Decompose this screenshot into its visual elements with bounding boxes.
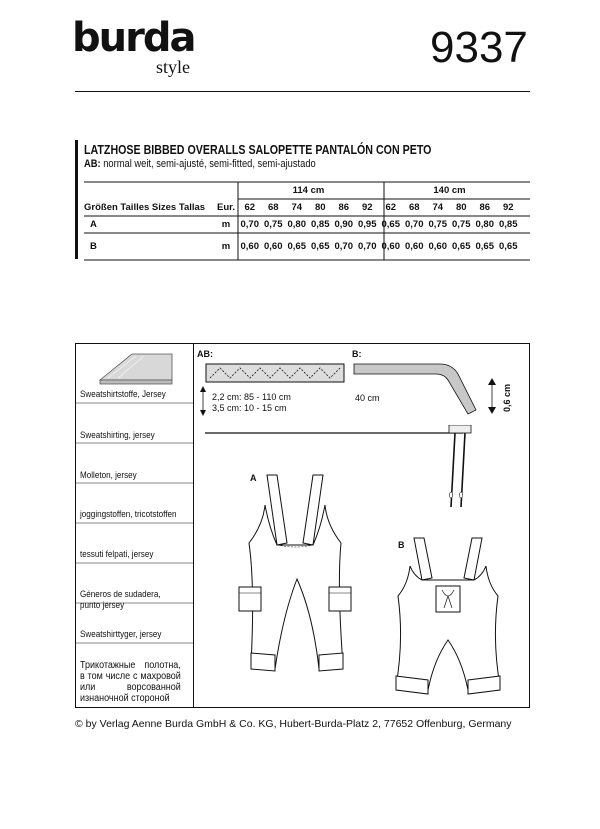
ribbon-icon	[352, 360, 482, 420]
fabric-separators	[75, 343, 195, 708]
yardage-cell: 0,65	[381, 219, 400, 230]
yardage-cell: 0,65	[499, 241, 518, 252]
yardage-cell: 0,90	[334, 219, 353, 230]
notions-ab-label: AB:	[197, 349, 213, 359]
size-cell: 86	[338, 202, 350, 213]
size-cell: 80	[314, 202, 326, 213]
width-header-140: 140 cm	[433, 185, 466, 196]
yardage-cell: 0,95	[358, 219, 377, 230]
row-unit: m	[221, 219, 231, 230]
yardage-cell: 0,80	[287, 219, 306, 230]
yardage-cell: 0,65	[311, 241, 330, 252]
fabric-item: Sweatshirting, jersey	[80, 430, 155, 440]
yardage-cell: 0,65	[287, 241, 306, 252]
elastic-length-1: 2,2 cm: 85 - 110 cm	[212, 392, 291, 402]
size-cell: 62	[244, 202, 256, 213]
yardage-cell: 0,85	[499, 219, 518, 230]
size-cell: 68	[267, 202, 279, 213]
fabric-item: joggingstoffen, tricotstoffen	[80, 509, 177, 519]
size-cell: 86	[479, 202, 491, 213]
size-cell: 74	[291, 202, 303, 213]
pattern-number: 9337	[430, 23, 528, 72]
row-unit: m	[221, 241, 231, 252]
yardage-cell: 0,60	[240, 241, 259, 252]
size-cell: 80	[455, 202, 467, 213]
fabric-item: Molleton, jersey	[80, 470, 137, 480]
yardage-cell: 0,70	[358, 241, 377, 252]
size-cell: 68	[408, 202, 420, 213]
unit-eur: Eur.	[217, 202, 235, 213]
brand-logo-sub: style	[156, 57, 190, 77]
elastic-band-icon	[205, 362, 345, 384]
yardage-cell: 0,75	[264, 219, 283, 230]
row-label-a: A	[90, 219, 97, 230]
elastic-length-2: 3,5 cm: 10 - 15 cm	[212, 403, 287, 413]
yardage-cell: 0,65	[452, 241, 471, 252]
view-a-drawing	[225, 465, 385, 695]
yardage-cell: 0,75	[452, 219, 471, 230]
ribbon-width-arrow	[486, 378, 498, 414]
brand-logo: burda	[72, 15, 195, 61]
fit-description-text: normal weit, semi-ajusté, semi-fitted, semi-ajustado	[100, 158, 316, 170]
yardage-cell: 0,85	[311, 219, 330, 230]
notions-b-label: B:	[352, 349, 362, 359]
copyright: © by Verlag Aenne Burda GmbH & Co. KG, Hubert-Burda-Platz 2, 77652 Offenburg, Germany	[75, 718, 512, 730]
view-b-drawing	[382, 530, 522, 700]
yardage-cell: 0,70	[240, 219, 259, 230]
yardage-cell: 0,60	[264, 241, 283, 252]
size-cell: 92	[502, 202, 514, 213]
fabric-item: Трикотажные полотна, в том числе с махровой или ворсованной изнаночной стороной	[80, 660, 181, 704]
title-bar	[75, 140, 78, 259]
fabric-item: tessuti felpati, jersey	[80, 549, 154, 559]
yardage-cell: 0,80	[475, 219, 494, 230]
view-b-label: B	[398, 540, 405, 550]
yardage-cell: 0,60	[405, 241, 424, 252]
fabric-item: Géneros de sudadera, punto jersey	[80, 589, 161, 610]
fabric-item: Sweatshirttyger, jersey	[80, 629, 162, 639]
ribbon-width: 0,6 cm	[502, 383, 512, 412]
dimension-arrow	[196, 386, 210, 416]
size-table	[84, 182, 520, 260]
yardage-cell: 0,75	[428, 219, 447, 230]
yardage-cell: 0,60	[428, 241, 447, 252]
size-cell: 92	[361, 202, 373, 213]
yardage-cell: 0,65	[475, 241, 494, 252]
yardage-cell: 0,70	[405, 219, 424, 230]
fit-description-prefix: AB:	[84, 158, 101, 170]
header-divider	[75, 91, 530, 92]
fabric-item: Sweatshirtstoffe, Jersey	[80, 389, 166, 399]
yardage-cell: 0,60	[381, 241, 400, 252]
pattern-title: LATZHOSE BIBBED OVERALLS SALOPETTE PANTALÓN CON PETO	[84, 142, 432, 157]
width-header-114: 114 cm	[292, 185, 325, 196]
ribbon-length: 40 cm	[355, 393, 380, 403]
view-a-label: A	[250, 473, 257, 483]
size-cell: 74	[432, 202, 444, 213]
size-label: Größen Tailles Sizes Tallas	[84, 202, 206, 213]
fit-description	[84, 158, 316, 170]
row-label-b: B	[90, 241, 97, 252]
size-cell: 62	[385, 202, 397, 213]
yardage-cell: 0,70	[334, 241, 353, 252]
